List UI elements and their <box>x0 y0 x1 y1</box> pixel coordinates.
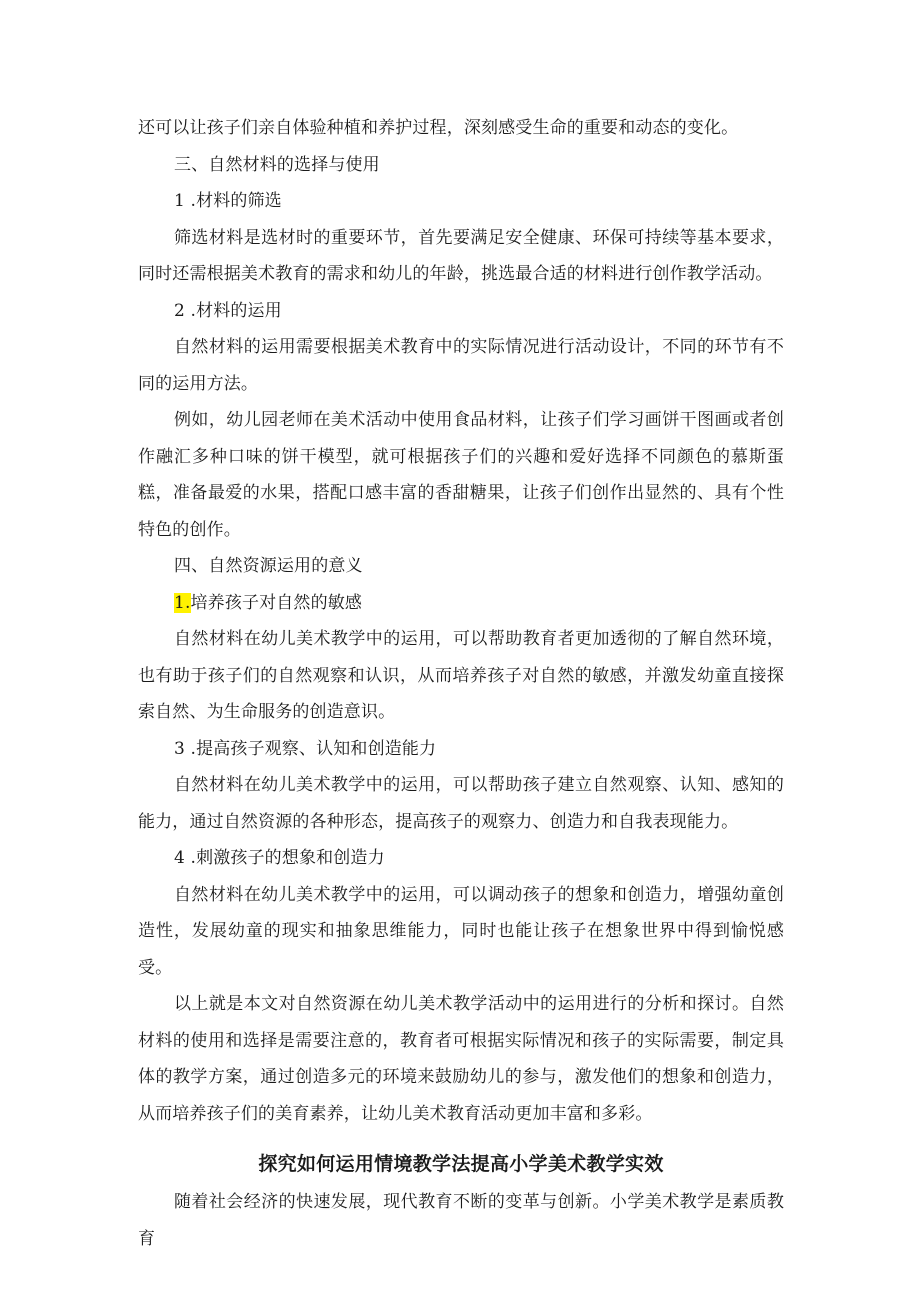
document-page <box>138 110 784 1257</box>
paragraph-material-screening: 筛选材料是选材时的重要环节，首先要满足安全健康、环保可持续等基本要求，同时还需根据美术教育的需求和幼儿的年龄，挑选最合适的材料进行创作教学活动。 <box>138 227 784 284</box>
subheading-4-3: 3 .提高孩子观察、认知和创造能力 <box>174 738 437 759</box>
section-heading-3: 三、自然材料的选择与使用 <box>174 154 380 175</box>
paragraph-nature-sensitivity: 自然材料在幼儿美术教学中的运用，可以帮助教育者更加透彻的了解自然环境，也有助于孩子们的自然观察和认识，从而培养孩子对自然的敏感，并激发幼童直接探索自然、为生命服务的创造意识。 <box>138 629 784 722</box>
subheading-3-2: 2 .材料的运用 <box>174 300 282 321</box>
highlighted-number: 1. <box>174 592 191 613</box>
article-intro: 随着社会经济的快速发展，现代教育不断的变革与创新。小学美术教学是素质教育 <box>138 1192 784 1249</box>
section-heading-4: 四、自然资源运用的意义 <box>174 556 363 576</box>
subheading-4-4: 4 .刺激孩子的想象和创造力 <box>174 848 385 868</box>
paragraph-continuation: 还可以让孩子们亲自体验种植和养护过程，深刻感受生命的重要和动态的变化。 <box>138 118 739 138</box>
paragraph-conclusion: 以上就是本文对自然资源在幼儿美术教学活动中的运用进行的分析和探讨。自然材料的使用和选择是需要注意的，教育者可根据实际情况和孩子的实际需要，制定具体的教学方案，通过创造多元的环境来鼓励幼儿的参与，激发他们的想象和创造力，从而培养孩子们的美育素养，让幼儿美术教育活动更加丰富和多彩。 <box>138 994 784 1124</box>
paragraph-observation: 自然材料在幼儿美术教学中的运用，可以帮助孩子建立自然观察、认知、感知的能力，通过自然资源的各种形态，提高孩子的观察力、创造力和自我表现能力。 <box>138 775 784 832</box>
paragraph-example: 例如，幼儿园老师在美术活动中使用食品材料，让孩子们学习画饼干图画或者创作融汇多种口味的饼干模型，就可根据孩子们的兴趣和爱好选择不同颜色的慕斯蛋糕，准备最爱的水果，搭配口感丰富的香甜糖果，让孩子们创作出显然的、具有个性特色的创作。 <box>138 410 784 540</box>
subheading-3-1: 1 .材料的筛选 <box>174 191 282 211</box>
paragraph-material-usage: 自然材料的运用需要根据美术教育中的实际情况进行活动设计，不同的环节有不同的运用方法。 <box>138 337 784 394</box>
paragraph-imagination: 自然材料在幼儿美术教学中的运用，可以调动孩子的想象和创造力，增强幼童创造性，发展幼童的现实和抽象思维能力，同时也能让孩子在想象世界中得到愉悦感受。 <box>138 884 784 978</box>
subheading-4-1-text: 培养孩子对自然的敏感 <box>190 592 363 613</box>
subheading-4-1 <box>138 585 784 622</box>
article-title: 探究如何运用情境教学法提高小学美术教学实效 <box>258 1153 664 1175</box>
